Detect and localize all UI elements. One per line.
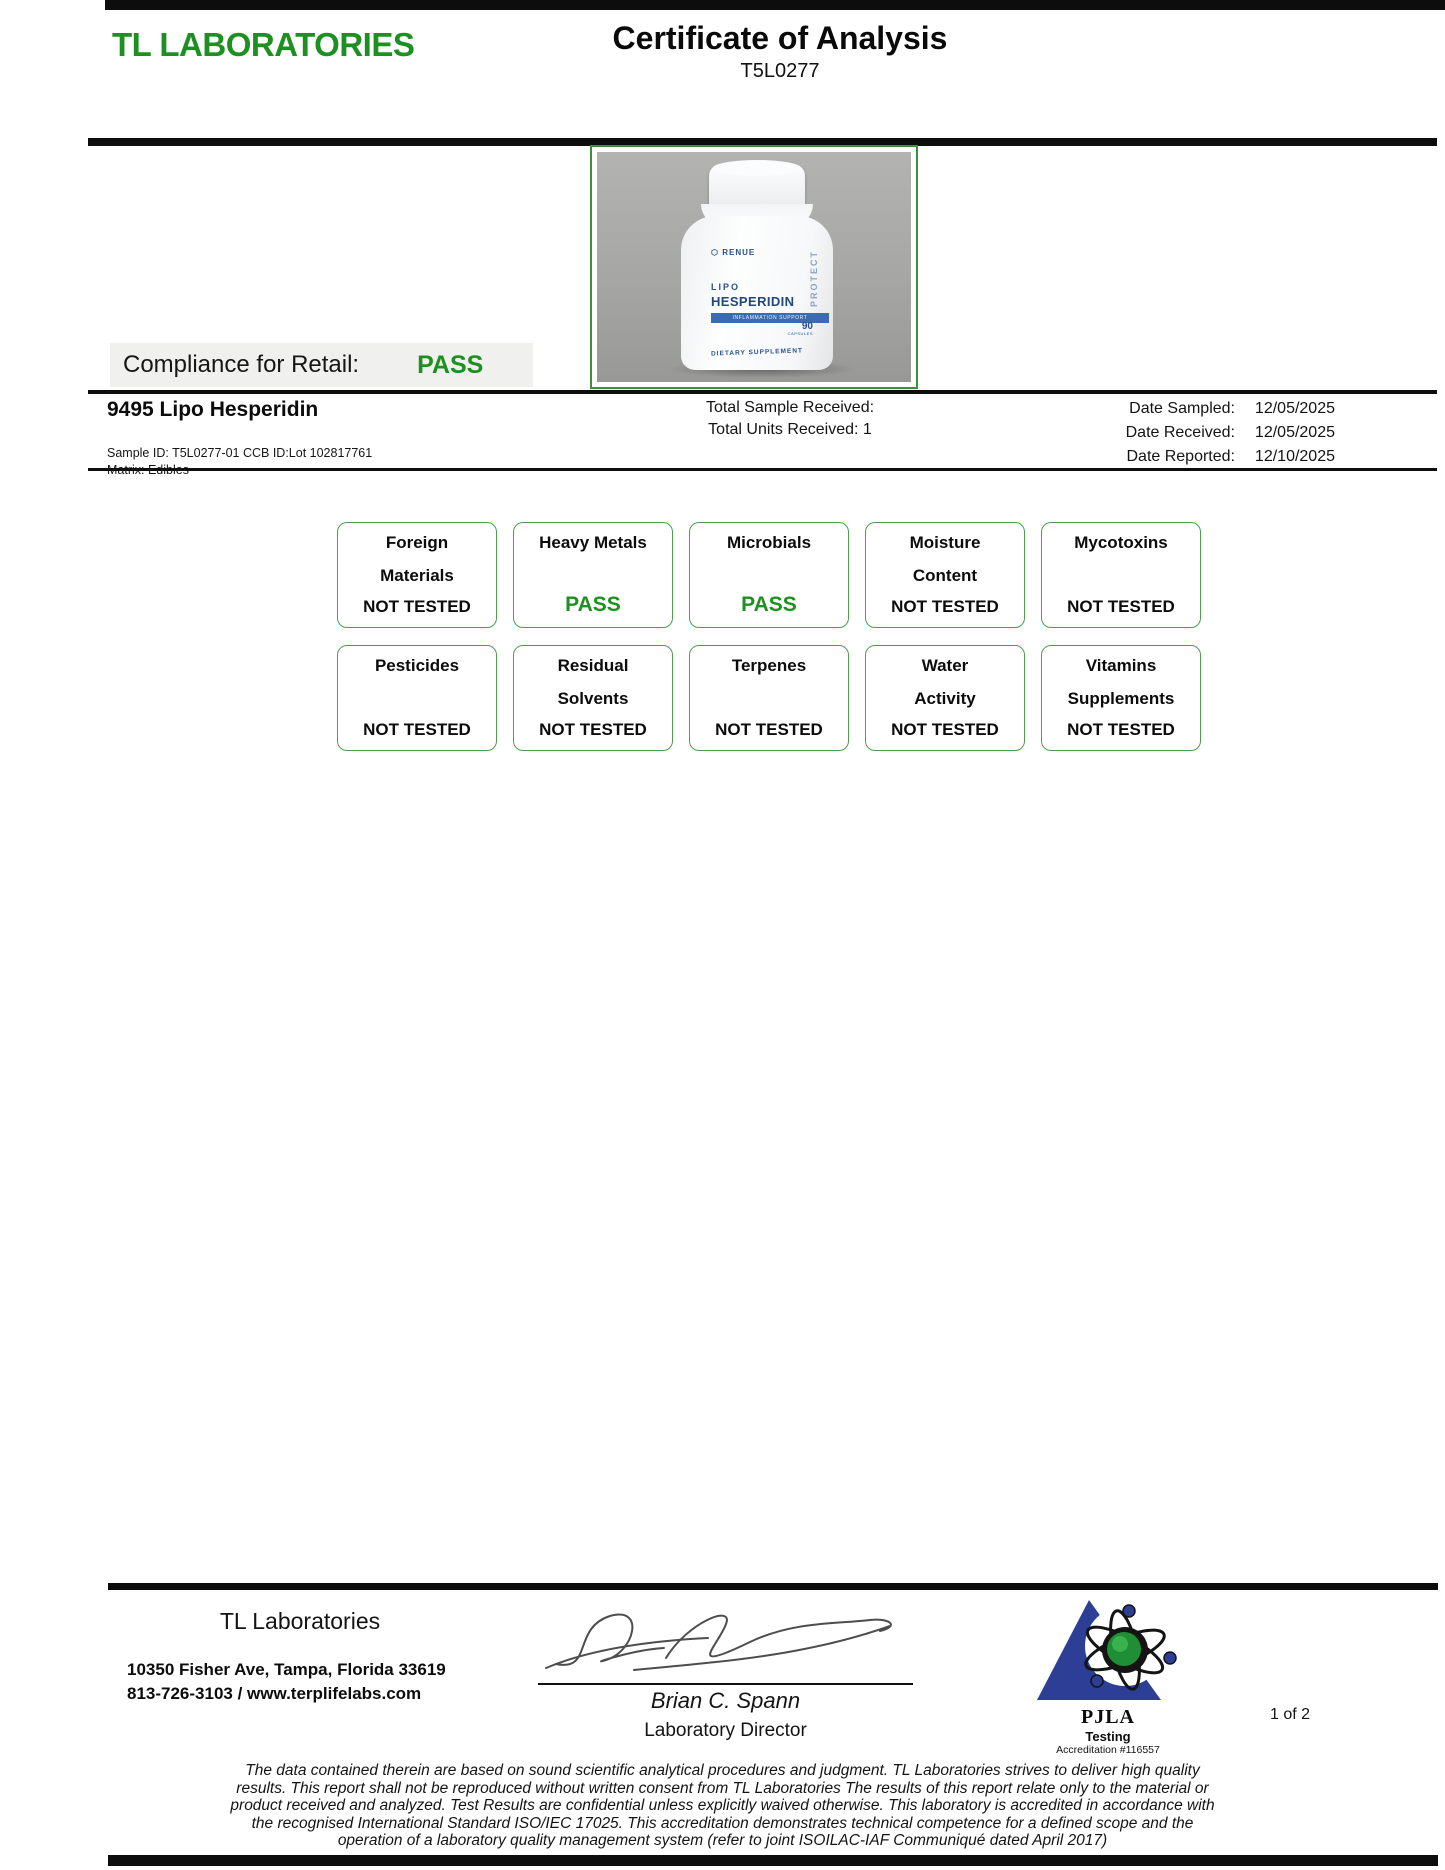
test-name: Activity bbox=[914, 688, 976, 708]
test-name: Solvents bbox=[557, 688, 629, 708]
total-units-label: Total Units Received: 1 bbox=[708, 421, 872, 438]
pjla-accreditation-block bbox=[1028, 1598, 1188, 1756]
test-result-box bbox=[513, 522, 673, 628]
test-name: Supplements bbox=[1067, 688, 1175, 708]
top-rule bbox=[105, 0, 1445, 10]
test-name: Materials bbox=[380, 565, 454, 585]
signature-line bbox=[538, 1683, 913, 1685]
footer-company-name: TL Laboratories bbox=[219, 1608, 381, 1634]
date-label: Date Received: bbox=[1125, 424, 1235, 441]
disclaimer-line: product received and analyzed. Test Results are confidential unless explicitly waived otherwise. This laboratory is accredited in accordance with bbox=[230, 1797, 1215, 1814]
test-result: NOT TESTED bbox=[363, 597, 471, 616]
test-result-box bbox=[865, 645, 1025, 751]
compliance-result: PASS bbox=[417, 350, 484, 379]
test-result: NOT TESTED bbox=[891, 720, 999, 739]
product-photo-frame bbox=[590, 145, 918, 389]
disclaimer-line: operation of a laboratory quality management system (refer to joint ISOILAC-IAF Communiqué dated April 2017) bbox=[337, 1832, 1108, 1849]
compliance-label: Compliance for Retail: bbox=[123, 351, 360, 378]
date-label: Date Sampled: bbox=[1129, 400, 1235, 417]
test-name: Heavy Metals bbox=[539, 533, 647, 552]
total-sample-label: Total Sample Received: bbox=[705, 399, 875, 416]
test-result: NOT TESTED bbox=[1067, 597, 1175, 616]
footer-phone-website: 813-726-3103 / www.terplifelabs.com bbox=[127, 1684, 422, 1703]
document-title: Certificate of Analysis bbox=[612, 20, 948, 56]
test-name: Foreign bbox=[385, 533, 449, 552]
footer-rule bbox=[108, 1583, 1438, 1590]
bottle-dietary-text: DIETARY SUPPLEMENT bbox=[710, 347, 804, 358]
test-result-box bbox=[1041, 522, 1201, 628]
test-name: Content bbox=[912, 565, 978, 585]
test-name: Residual bbox=[557, 656, 629, 675]
bottle-body bbox=[681, 216, 833, 370]
test-result-box bbox=[337, 522, 497, 628]
disclaimer-line: results. This report shall not be reproduced without written consent from TL Laboratories The results of this report relate only to the material or bbox=[236, 1779, 1209, 1797]
test-result: NOT TESTED bbox=[363, 720, 471, 739]
test-name: Mycotoxins bbox=[1074, 533, 1168, 552]
date-value: 12/05/2025 bbox=[1254, 424, 1335, 441]
product-photo bbox=[597, 152, 911, 382]
test-result-box bbox=[689, 522, 849, 628]
disclaimer-line: The data contained therein are based on sound scientific analytical procedures and judgment. TL Laboratories strives to deliver high quality bbox=[245, 1762, 1200, 1779]
totals-block bbox=[620, 397, 960, 441]
pjla-name: PJLA bbox=[1081, 1706, 1135, 1728]
disclaimer-line: the recognised International Standard ISO/IEC 17025. This accreditation demonstrates technical competence for a defined scope and the bbox=[251, 1814, 1194, 1832]
bottle-brand-label: ⬡ RENUE bbox=[711, 248, 756, 257]
bottle-product-line1: LIPO bbox=[711, 282, 741, 292]
pjla-accreditation-number: Accreditation #116557 bbox=[1056, 1744, 1160, 1756]
dates-block bbox=[960, 400, 1335, 472]
test-name: Pesticides bbox=[374, 656, 460, 675]
compliance-rule bbox=[88, 390, 1437, 394]
test-result-box bbox=[865, 522, 1025, 628]
test-name: Terpenes bbox=[731, 656, 807, 675]
test-result: NOT TESTED bbox=[1067, 720, 1175, 739]
signer-name: Brian C. Spann bbox=[650, 1688, 801, 1713]
bottle-banner: INFLAMMATION SUPPORT bbox=[711, 313, 829, 323]
pjla-logo-icon bbox=[1033, 1598, 1183, 1703]
date-row bbox=[960, 448, 1335, 466]
test-result: NOT TESTED bbox=[715, 720, 823, 739]
test-result: NOT TESTED bbox=[891, 597, 999, 616]
test-name: Moisture bbox=[909, 533, 981, 552]
compliance-strip bbox=[110, 343, 533, 387]
date-value: 12/10/2025 bbox=[1254, 448, 1335, 465]
test-name: Microbials bbox=[726, 533, 812, 552]
bottle-side-text: PROTECT bbox=[809, 250, 819, 308]
test-result-box bbox=[513, 645, 673, 751]
bottom-rule bbox=[108, 1855, 1438, 1866]
signer-title: Laboratory Director bbox=[644, 1720, 807, 1741]
test-result-box bbox=[689, 645, 849, 751]
date-label: Date Reported: bbox=[1126, 448, 1235, 465]
page-number: 1 of 2 bbox=[1270, 1706, 1311, 1723]
signature-block bbox=[538, 1600, 913, 1685]
test-result: PASS bbox=[741, 593, 797, 616]
sample-code: T5L0277 bbox=[740, 60, 820, 82]
matrix-line: Matrix: Edibles bbox=[107, 463, 189, 477]
bottle-count: 90 CAPSULES bbox=[787, 321, 813, 336]
date-row bbox=[960, 424, 1335, 442]
sample-id-line: Sample ID: T5L0277-01 CCB ID:Lot 102817761 bbox=[107, 446, 373, 460]
test-result-box bbox=[1041, 645, 1201, 751]
pjla-testing: Testing bbox=[1085, 1729, 1131, 1744]
test-result: NOT TESTED bbox=[539, 720, 647, 739]
test-results-grid bbox=[337, 522, 1201, 751]
date-row bbox=[960, 400, 1335, 418]
date-value: 12/05/2025 bbox=[1254, 400, 1335, 417]
test-result: PASS bbox=[565, 593, 621, 616]
test-name: Vitamins bbox=[1085, 656, 1157, 675]
product-name: 9495 Lipo Hesperidin bbox=[107, 398, 319, 421]
test-result-box bbox=[337, 645, 497, 751]
bottle-product-line2: HESPERIDIN bbox=[711, 294, 795, 309]
signature-icon bbox=[538, 1600, 913, 1682]
lab-brand-wordmark: TL LABORATORIES bbox=[112, 26, 415, 63]
footer-address: 10350 Fisher Ave, Tampa, Florida 33619 bbox=[127, 1660, 446, 1679]
disclaimer-text bbox=[95, 1762, 1350, 1850]
test-name: Water bbox=[921, 656, 969, 675]
